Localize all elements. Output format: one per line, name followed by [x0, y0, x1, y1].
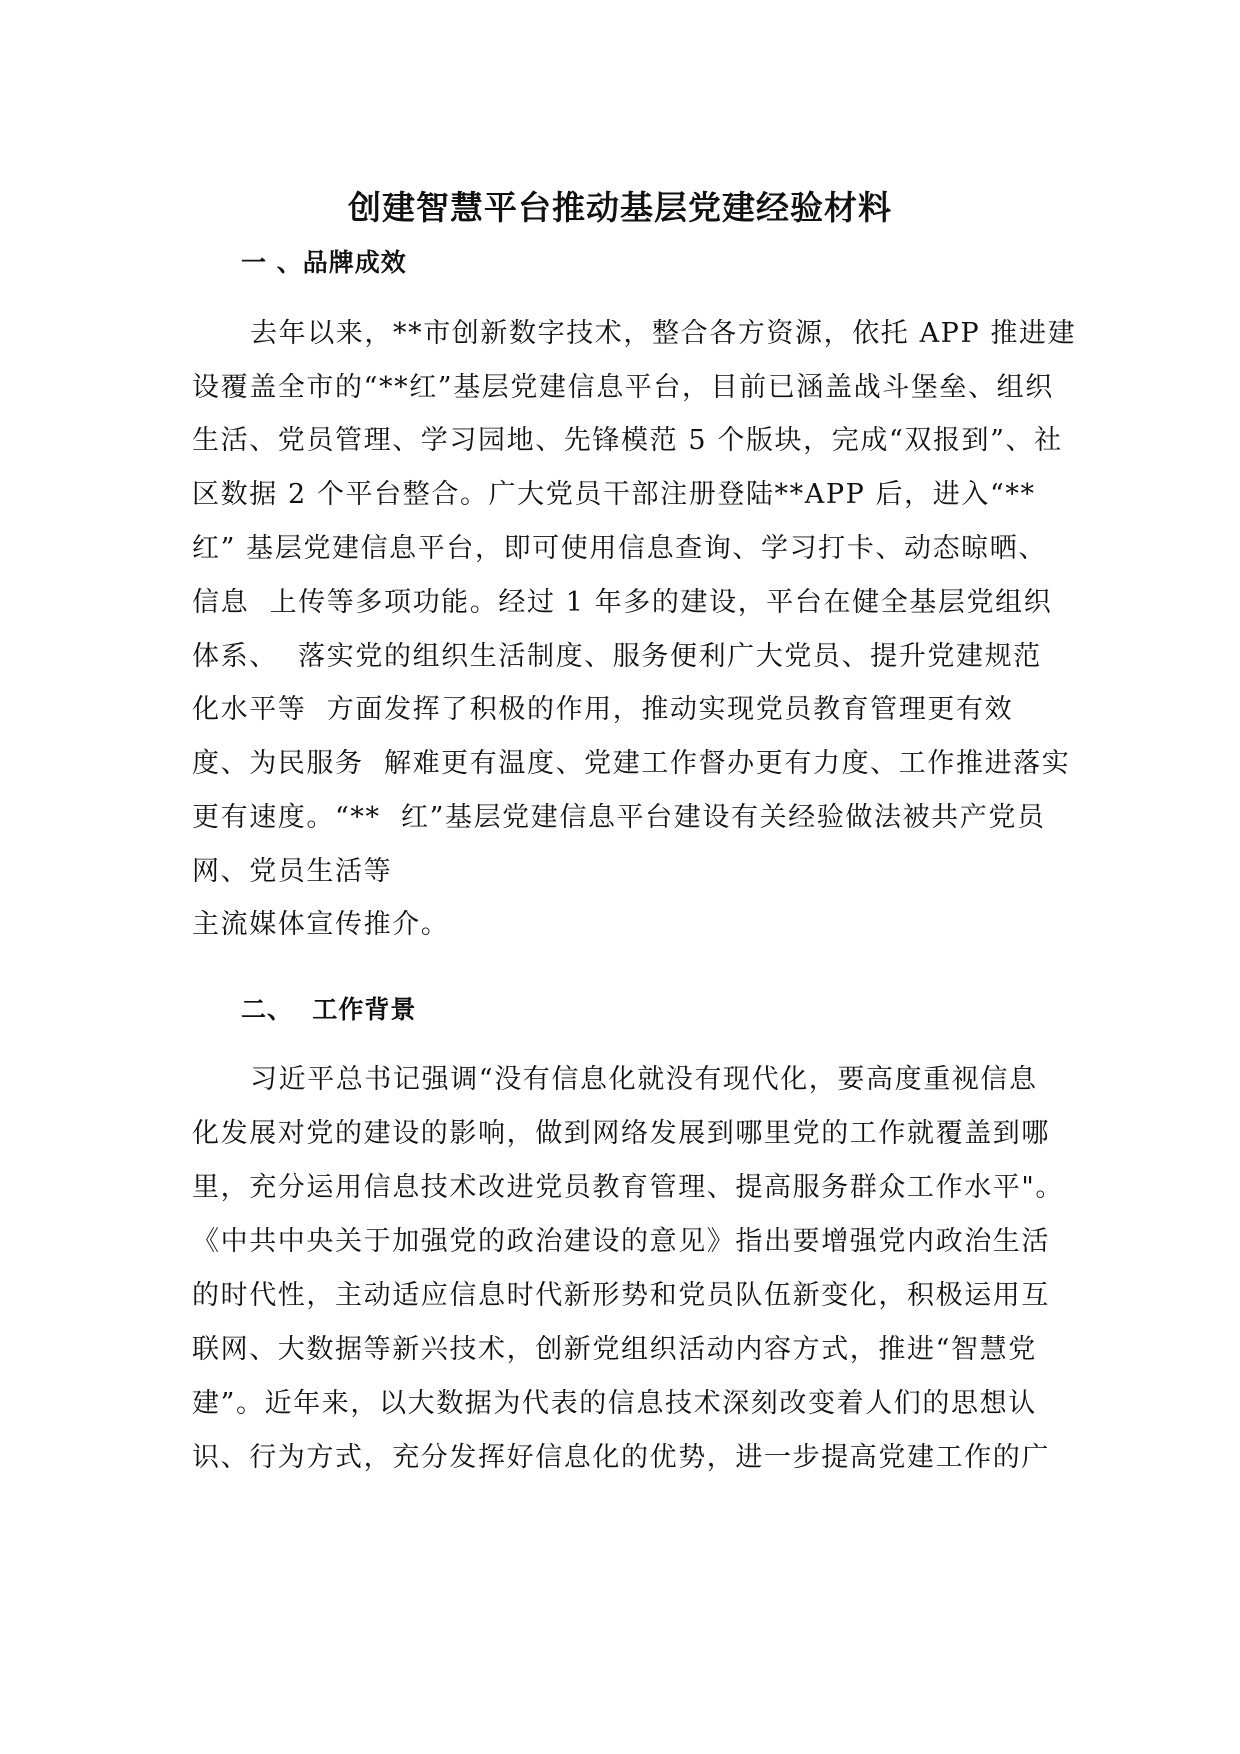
- paragraph-line: 红” 基层党建信息平台，即可使用信息查询、学习打卡、动态晾晒、: [192, 533, 1047, 564]
- paragraph-line: 设覆盖全市的“**红”基层党建信息平台，目前已涵盖战斗堡垒、组织: [192, 372, 1054, 403]
- paragraph-line: 生活、党员管理、学习园地、先锋模范 5 个版块，完成“双报到”、社: [192, 425, 1063, 456]
- paragraph-line: 联网、大数据等新兴技术，创新党组织活动内容方式，推进“智慧党: [192, 1334, 1037, 1365]
- paragraph-line: 化发展对党的建设的影响，做到网络发展到哪里党的工作就覆盖到哪: [192, 1118, 1050, 1149]
- paragraph-line: 主流媒体宣传推介。: [192, 909, 450, 940]
- paragraph-line: 信息 上传等多项功能。经过 1 年多的建设，平台在健全基层党组织: [192, 587, 1053, 618]
- paragraph-line: 识、行为方式，充分发挥好信息化的优势，进一步提高党建工作的广: [192, 1442, 1050, 1473]
- paragraph-line: 更有速度。“** 红”基层党建信息平台建设有关经验做法被共产党员: [192, 802, 1046, 833]
- paragraph-line: 区数据 2 个平台整合。广大党员干部注册登陆**APP 后，进入“**: [192, 479, 1036, 510]
- document-title: 创建智慧平台推动基层党建经验材料: [348, 188, 892, 227]
- paragraph-line: 的时代性，主动适应信息时代新形势和党员队伍新变化，积极运用互: [192, 1280, 1050, 1311]
- paragraph-line: 去年以来，**市创新数字技术，整合各方资源，依托 APP 推进建: [250, 318, 1077, 349]
- section-heading-1: 一 、品牌成效: [241, 248, 407, 277]
- paragraph-line: 体系、 落实党的组织生活制度、服务便利广大党员、提升党建规范: [192, 641, 1042, 672]
- paragraph-line: 度、为民服务 解难更有温度、党建工作督办更有力度、工作推进落实: [192, 748, 1071, 779]
- paragraph-line: 建”。近年来，以大数据为代表的信息技术深刻改变着人们的思想认: [192, 1388, 1037, 1419]
- paragraph-line: 里，充分运用信息技术改进党员教育管理、提高服务群众工作水平"。: [192, 1172, 1065, 1203]
- paragraph-line: 网、党员生活等: [192, 856, 393, 887]
- paragraph-line: 《中共中央关于加强党的政治建设的意见》指出要增强党内政治生活: [192, 1226, 1050, 1257]
- paragraph-line: 化水平等 方面发挥了积极的作用，推动实现党员教育管理更有效: [192, 694, 1014, 725]
- section-heading-2: 二、 工作背景: [241, 995, 417, 1024]
- paragraph-line: 习近平总书记强调“没有信息化就没有现代化，要高度重视信息: [250, 1064, 1038, 1095]
